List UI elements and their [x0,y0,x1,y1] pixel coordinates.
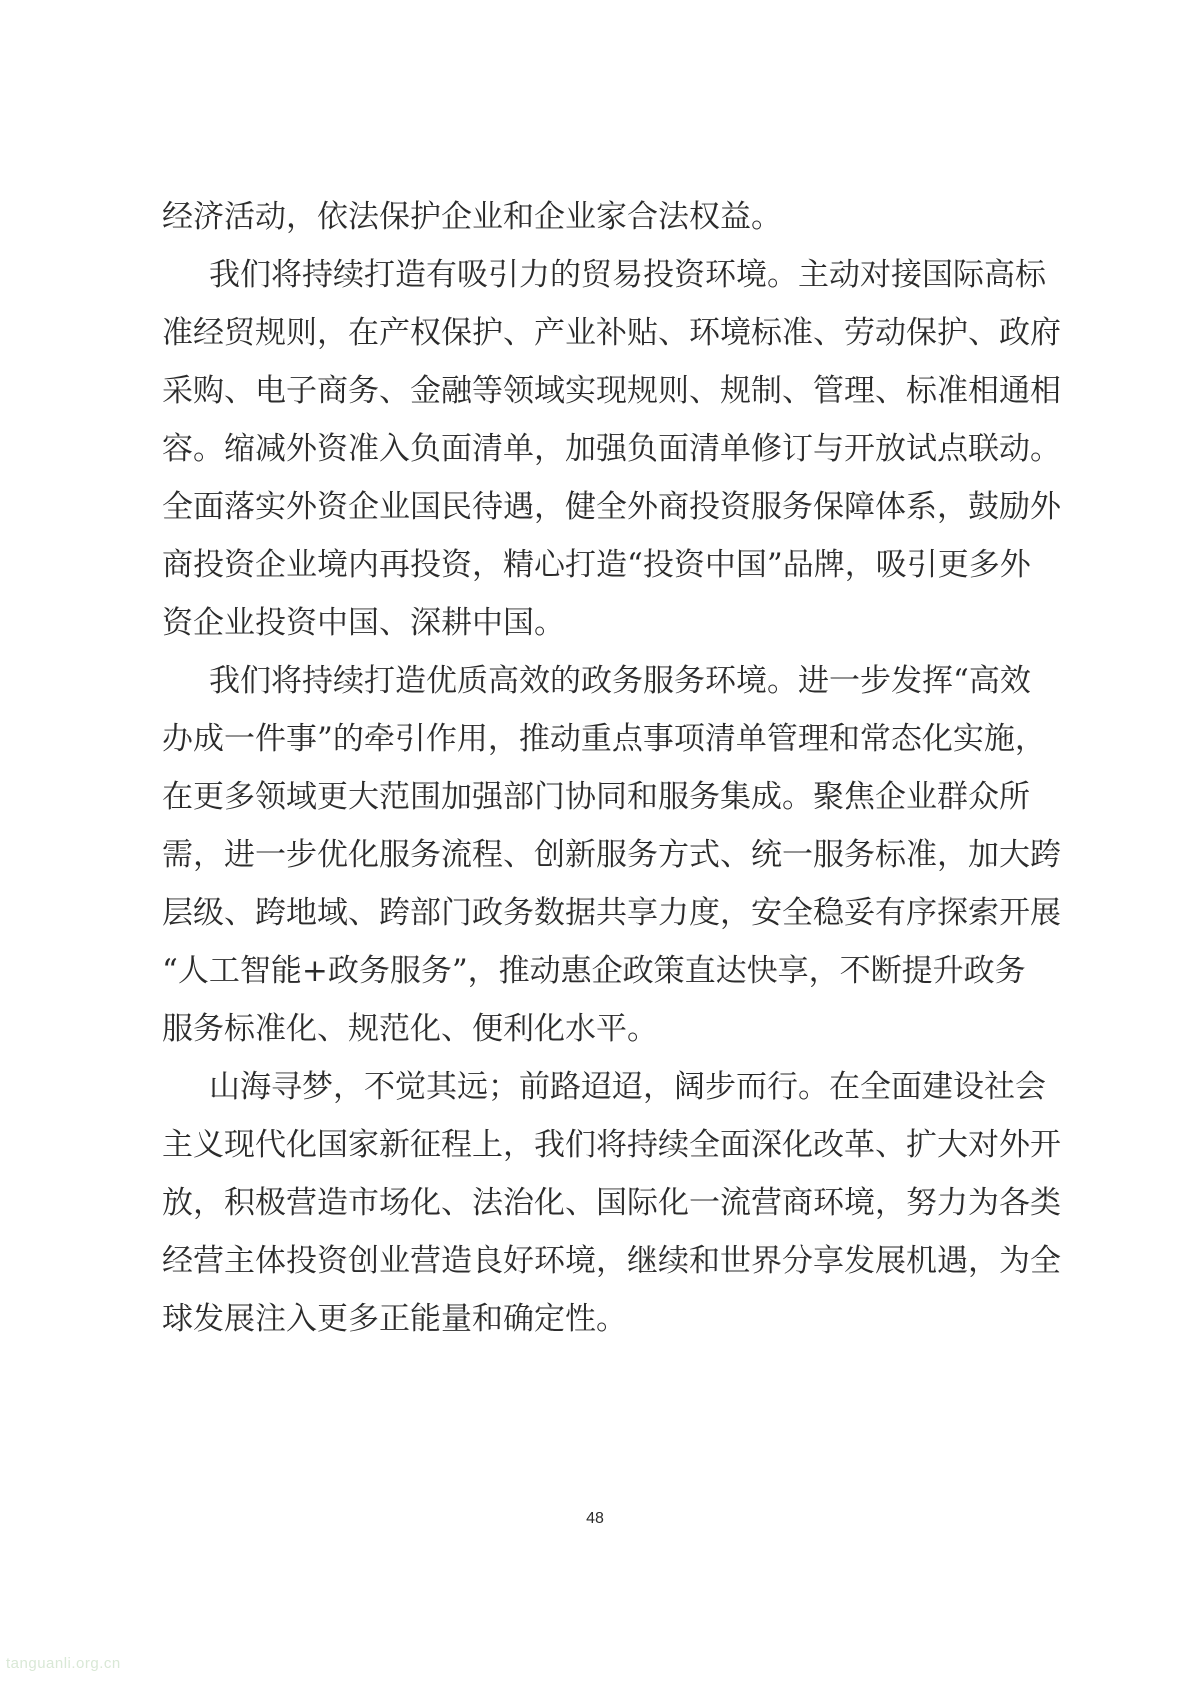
text-line: 资企业投资中国、深耕中国。 [162,605,565,641]
text-line: 放，积极营造市场化、法治化、国际化一流营商环境，努力为各类 [162,1185,1061,1221]
text-line: 球发展注入更多正能量和确定性。 [162,1301,627,1337]
text-line: 经济活动，依法保护企业和企业家合法权益。 [162,199,782,235]
text-line: 需，进一步优化服务流程、创新服务方式、统一服务标准，加大跨 [162,837,1061,873]
text-line: 层级、跨地域、跨部门政务数据共享力度，安全稳妥有序探索开展 [162,895,1061,931]
paragraph-first-line: 山海寻梦，不觉其远；前路迢迢，阔步而行。在全面建设社会 [209,1069,1046,1105]
text-line: 办成一件事”的牵引作用，推动重点事项清单管理和常态化实施， [162,721,1046,757]
text-line: 准经贸规则，在产权保护、产业补贴、环境标准、劳动保护、政府 [162,315,1061,351]
page-number: 48 [586,1510,604,1527]
text-line: 经营主体投资创业营造良好环境，继续和世界分享发展机遇，为全 [162,1243,1061,1279]
text-line: “人工智能+政务服务”，推动惠企政策直达快享，不断提升政务 [162,953,1026,989]
watermark: tanguanli.org.cn [6,1655,121,1672]
text-line: 采购、电子商务、金融等领域实现规则、规制、管理、标准相通相 [162,373,1061,409]
text-line: 主义现代化国家新征程上，我们将持续全面深化改革、扩大对外开 [162,1127,1061,1163]
text-line: 全面落实外资企业国民待遇，健全外商投资服务保障体系，鼓励外 [162,489,1061,525]
text-line: 在更多领域更大范围加强部门协同和服务集成。聚焦企业群众所 [162,779,1030,815]
paragraph-first-line: 我们将持续打造有吸引力的贸易投资环境。主动对接国际高标 [209,257,1046,293]
paragraph-first-line: 我们将持续打造优质高效的政务服务环境。进一步发挥“高效 [209,663,1031,699]
text-line: 服务标准化、规范化、便利化水平。 [162,1011,658,1047]
text-line: 容。缩减外资准入负面清单，加强负面清单修订与开放试点联动。 [162,431,1061,467]
text-line: 商投资企业境内再投资，精心打造“投资中国”品牌，吸引更多外 [162,547,1031,583]
